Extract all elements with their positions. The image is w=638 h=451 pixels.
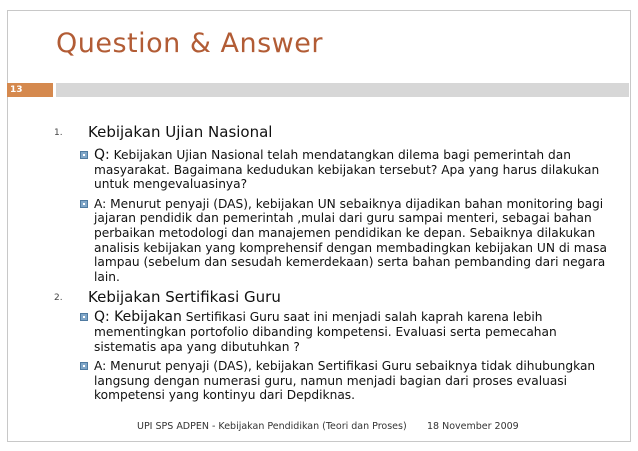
slide-title: Question & Answer xyxy=(56,28,323,59)
item-title: Kebijakan Ujian Nasional xyxy=(88,123,273,141)
bullet-icon xyxy=(80,151,88,159)
answer-paragraph xyxy=(94,197,614,285)
question-text: Kebijakan Ujian Nasional telah mendatangkan dilema bagi pemerintah dan masyarakat. Bagaimana kedudukan kebijakan tersebut? Apa yang harus dilakukan untuk mengevaluasinya? xyxy=(94,148,600,192)
answer-text: A: Menurut penyaji (DAS), kebijakan Sertifikasi Guru sebaiknya tidak dihubungkan langsung dengan numerasi guru, namun menjadi bagian dari proses evaluasi kompetensi yang kontinyu dari Depdiknas. xyxy=(94,359,596,403)
bullet-icon xyxy=(80,200,88,208)
slide-number: 13 xyxy=(7,83,53,97)
question-paragraph xyxy=(94,148,614,192)
answer-text: A: Menurut penyaji (DAS), kebijakan UN sebaiknya dijadikan bahan monitoring bagi jajaran pendidik dan pemerintah ,mulai dari guru sampai menteri, sebagai bahan perbaikan metodologi dan manajemen pendidikan ke depan. Sebaiknya dilakukan analisis kebijakan yang komprehensif dengan membadingkan kebijakan UN di masa lampau (sebelum dan sesudah kemerdekaan) serta bahan pembanding dari negara lain. xyxy=(94,196,607,284)
question-label: Q: Kebijakan xyxy=(94,309,182,326)
footer-date: 18 November 2009 xyxy=(427,421,519,432)
question-text: Sertifikasi Guru saat ini menjadi salah kaprah karena lebih mementingkan portofolio dibanding kompetensi. Evaluasi serta pemecahan sistematis apa yang dibutuhkan ? xyxy=(94,310,557,354)
title-rule xyxy=(56,83,629,97)
question-label: Q: xyxy=(94,147,110,163)
item-number: 1. xyxy=(54,128,63,138)
item-title: Kebijakan Sertifikasi Guru xyxy=(88,288,281,307)
item-number: 2. xyxy=(54,293,63,304)
list-item xyxy=(54,288,614,403)
content xyxy=(54,123,614,403)
answer-paragraph xyxy=(94,359,614,403)
bullet-icon xyxy=(80,313,88,321)
bullet-icon xyxy=(80,362,88,370)
list-item xyxy=(54,123,614,284)
question-paragraph xyxy=(94,310,614,354)
footer-course: UPI SPS ADPEN - Kebijakan Pendidikan (Teori dan Proses) xyxy=(137,421,407,432)
